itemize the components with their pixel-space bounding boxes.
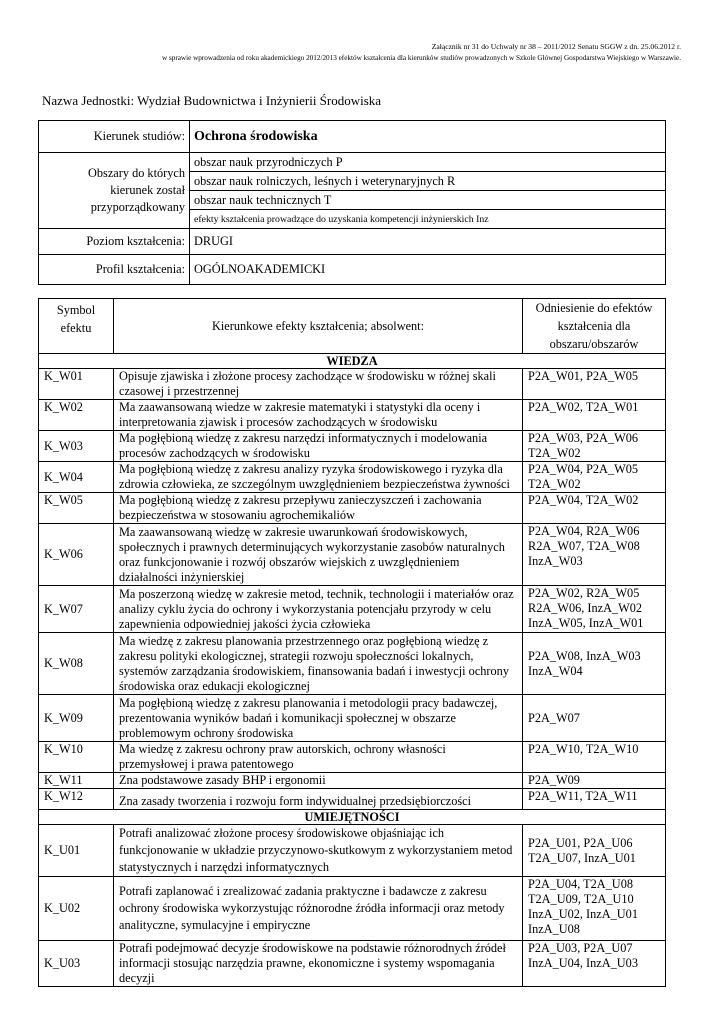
major-label: Kierunek studiów:: [39, 121, 190, 153]
outcome-description: Ma zaawansowaną wiedzę w zakresie uwarunkowań środowiskowych, społecznych i prawnych determinujących wykorzystanie zasobów naturalnych oraz funkcjonowanie i rozwój obszarów wiejskich z uwzględnieniem działalności inżynierskiej: [114, 524, 523, 586]
outcome-description: Ma zaawansowaną wiedze w zakresie matematyki i statystyki dla oceny i interpretowania zjawisk i procesów zachodzących w środowisku: [114, 400, 523, 431]
outcome-reference: P2A_U01, P2A_U06 T2A_U07, InzA_U01: [523, 825, 666, 877]
outcome-reference: P2A_W07: [523, 695, 666, 742]
outcome-description: Ma pogłębioną wiedzę z zakresu przepływu zanieczyszczeń i zachowania bezpieczeństwa w stosowaniu agrochemikaliów: [114, 493, 523, 524]
outcome-reference: P2A_W04, P2A_W05 T2A_W02: [523, 462, 666, 493]
outcome-reference: P2A_W02, T2A_W01: [523, 400, 666, 431]
outcome-reference: P2A_W01, P2A_W05: [523, 369, 666, 400]
outcome-reference: P2A_W04, T2A_W02: [523, 493, 666, 524]
study-info-table: [38, 120, 666, 285]
major-value: Ochrona środowiska: [190, 121, 666, 153]
table-row: [39, 462, 666, 493]
outcome-description: Ma pogłębioną wiedzę z zakresu analizy ryzyka środowiskowego i ryzyka dla zdrowia człowieka, ze szczególnym uwzględnieniem bezpieczeństwa żywności: [114, 462, 523, 493]
outcome-description: Ma wiedzę z zakresu ochrony praw autorskich, ochrony własności przemysłowej i prawa patentowego: [114, 742, 523, 773]
outcome-reference: P2A_W02, R2A_W05 R2A_W06, InzA_W02 InzA_W05, InzA_W01: [523, 586, 666, 633]
outcome-description: Ma pogłębioną wiedzę z zakresu planowania i metodologii pracy badawczej, prezentowania wyników badań i komunikacji społecznej w obszarze problemowym ochrony środowiska: [114, 695, 523, 742]
outcome-symbol: K_U03: [39, 941, 114, 987]
outcome-reference: P2A_W10, T2A_W10: [523, 742, 666, 773]
outcome-description: Ma poszerzoną wiedzę w zakresie metod, technik, technologii i materiałów oraz analizy cyklu życia do ochrony i wykorzystania potencjału przyrody w celu zapewnienia odpowiedniej jakości życia człowieka: [114, 586, 523, 633]
outcome-description: Potrafi zaplanować i zrealizować zadania praktyczne i badawcze z zakresu ochrony środowiska wykorzystując różnorodne źródła informacji oraz metody analityczne, symulacyjne i empiryczne: [114, 877, 523, 941]
column-header-symbol: Symbol efektu: [39, 299, 114, 354]
area-item: obszar nauk rolniczych, leśnych i weterynaryjnych R: [190, 172, 666, 191]
table-row: [39, 400, 666, 431]
outcome-symbol: K_U02: [39, 877, 114, 941]
area-item: obszar nauk technicznych T: [190, 191, 666, 210]
profile-label: Profil kształcenia:: [39, 255, 190, 285]
outcome-symbol: K_W01: [39, 369, 114, 400]
header-resolution-line: Załącznik nr 31 do Uchwały nr 38 – 2011/2012 Senatu SGGW z dn. 25.06.2012 r.: [431, 42, 681, 51]
outcome-symbol: K_W03: [39, 431, 114, 462]
section-knowledge: WIEDZA: [39, 354, 666, 369]
outcome-reference: P2A_W03, P2A_W06 T2A_W02: [523, 431, 666, 462]
outcome-description: Ma wiedzę z zakresu planowania przestrzennego oraz pogłębioną wiedzę z zakresu polityki ekologicznej, strategii rozwoju społeczności lokalnych, systemów zarządzania środowiskiem, finansowania badań i inwestycji ochrony środowiska oraz edukacji ekologicznej: [114, 633, 523, 695]
section-skills: UMIEJĘTNOŚCI: [39, 810, 666, 825]
outcome-reference: P2A_W08, InzA_W03 InzA_W04: [523, 633, 666, 695]
outcome-symbol: K_W09: [39, 695, 114, 742]
outcome-description: Ma pogłębioną wiedzę z zakresu narzędzi informatycznych i modelowania procesów zachodzących w środowisku: [114, 431, 523, 462]
area-item: efekty kształcenia prowadzące do uzyskania kompetencji inżynierskich Inz: [190, 210, 666, 229]
level-label: Poziom kształcenia:: [39, 229, 190, 255]
outcome-symbol: K_U01: [39, 825, 114, 877]
table-row: [39, 524, 666, 586]
outcome-description: Zna podstawowe zasady BHP i ergonomii: [114, 773, 523, 789]
header-subject-line: w sprawie wprowadzenia od roku akademickiego 2012/2013 efektów kształcenia dla kierunków studiów prowadzonych w Szkole Głównej Gospodarstwa Wiejskiego w Warszawie.: [161, 54, 681, 62]
outcome-symbol: K_W04: [39, 462, 114, 493]
outcome-reference: P2A_U03, P2A_U07 InzA_U04, InzA_U03: [523, 941, 666, 987]
outcome-symbol: K_W08: [39, 633, 114, 695]
outcome-reference: P2A_W04, R2A_W06 R2A_W07, T2A_W08 InzA_W03: [523, 524, 666, 586]
table-row: [39, 493, 666, 524]
outcome-reference: P2A_W09: [523, 773, 666, 789]
area-item: obszar nauk przyrodniczych P: [190, 153, 666, 172]
outcome-symbol: K_W11: [39, 773, 114, 789]
outcome-reference: P2A_W11, T2A_W11: [523, 789, 666, 810]
outcome-symbol: K_W10: [39, 742, 114, 773]
outcome-symbol: K_W02: [39, 400, 114, 431]
table-row: [39, 941, 666, 987]
outcome-symbol: K_W06: [39, 524, 114, 586]
table-row: [39, 742, 666, 773]
column-header-description: Kierunkowe efekty kształcenia; absolwent:: [114, 299, 523, 354]
outcome-description: Zna zasady tworzenia i rozwoju form indywidualnej przedsiębiorczości: [114, 789, 523, 810]
table-row: [39, 695, 666, 742]
table-row: [39, 877, 666, 941]
areas-label: Obszary do których kierunek został przyporządkowany: [39, 153, 190, 229]
table-row: [39, 431, 666, 462]
learning-outcomes-table: [38, 298, 666, 987]
outcome-symbol: K_W07: [39, 586, 114, 633]
level-value: DRUGI: [190, 229, 666, 255]
outcome-symbol: K_W12: [39, 789, 114, 810]
table-row: [39, 789, 666, 810]
outcome-description: Opisuje zjawiska i złożone procesy zachodzące w środowisku w różnej skali czasowej i przestrzennej: [114, 369, 523, 400]
outcome-reference: P2A_U04, T2A_U08 T2A_U09, T2A_U10 InzA_U02, InzA_U01 InzA_U08: [523, 877, 666, 941]
column-header-reference: Odniesienie do efektów kształcenia dla obszaru/obszarów: [523, 299, 666, 354]
table-row: [39, 586, 666, 633]
table-row: [39, 369, 666, 400]
table-row: [39, 825, 666, 877]
unit-name: Nazwa Jednostki: Wydział Budownictwa i Inżynierii Środowiska: [42, 93, 382, 108]
table-row: [39, 633, 666, 695]
outcome-description: Potrafi analizować złożone procesy środowiskowe objaśniając ich funkcjonowanie w układzie przyczynowo-skutkowym z wykorzystaniem metod statystycznych i narzędzi informatycznych: [114, 825, 523, 877]
table-row: [39, 773, 666, 789]
outcome-symbol: K_W05: [39, 493, 114, 524]
outcome-description: Potrafi podejmować decyzje środowiskowe na podstawie różnorodnych źródeł informacji stosując narzędzia prawne, ekonomiczne i systemy wspomagania decyzji: [114, 941, 523, 987]
profile-value: OGÓLNOAKADEMICKI: [190, 255, 666, 285]
